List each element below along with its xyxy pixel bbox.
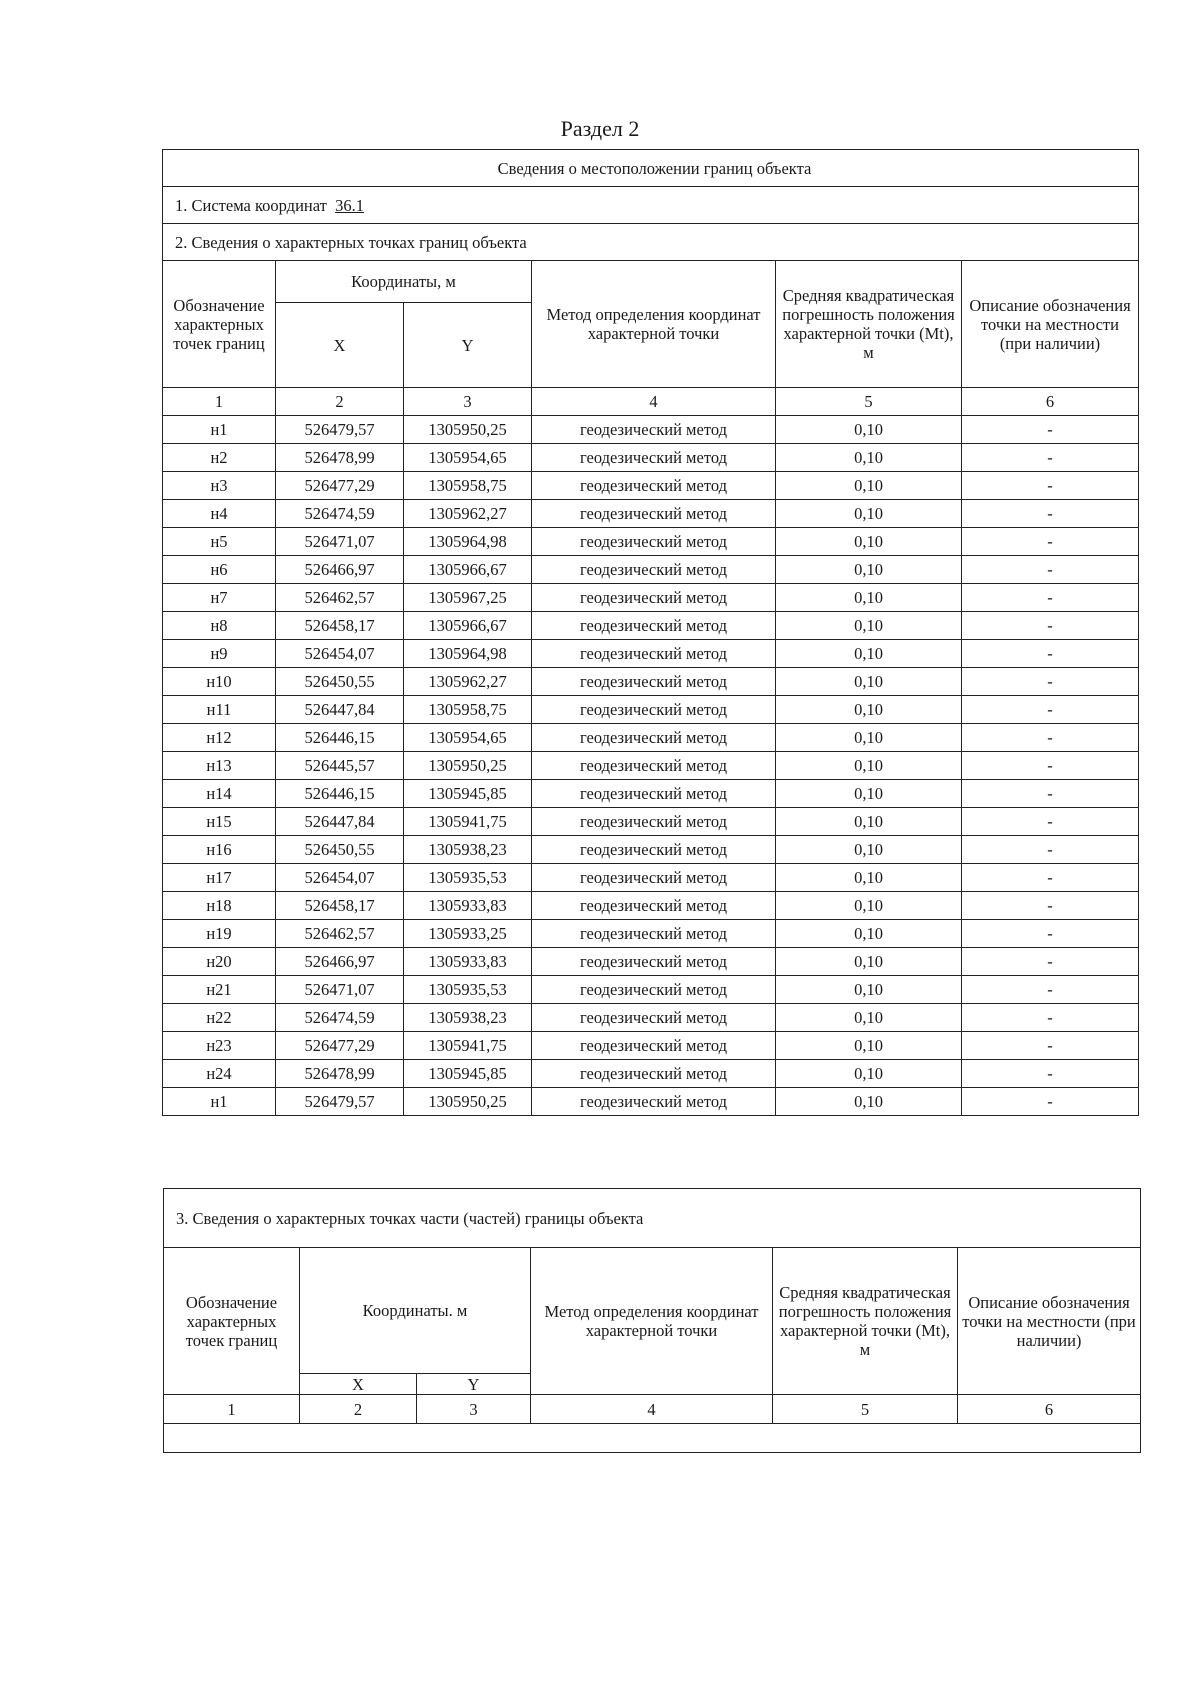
- coord-x: 526446,15: [276, 780, 404, 808]
- coord-system-value: 36.1: [335, 195, 364, 215]
- method: геодезический метод: [532, 584, 776, 612]
- point-designation: н5: [163, 528, 276, 556]
- description: -: [962, 948, 1139, 976]
- coord-y: 1305950,25: [404, 1088, 532, 1116]
- coord-y: 1305935,53: [404, 976, 532, 1004]
- method: геодезический метод: [532, 472, 776, 500]
- header-error: Средняя квадратическая погрешность положения характерной точки (Mt), м: [776, 261, 962, 388]
- header-x: X: [276, 303, 404, 388]
- table-row: [163, 528, 1139, 556]
- header-designation: Обозначение характерных точек границ: [164, 1248, 300, 1395]
- point-designation: н9: [163, 640, 276, 668]
- coord-x: 526479,57: [276, 1088, 404, 1116]
- point-designation: н16: [163, 836, 276, 864]
- col-number: 3: [404, 388, 532, 416]
- point-designation: н23: [163, 1032, 276, 1060]
- description: -: [962, 836, 1139, 864]
- point-designation: н10: [163, 668, 276, 696]
- header-method: Метод определения координат характерной точки: [531, 1248, 773, 1395]
- coord-x: 526458,17: [276, 612, 404, 640]
- coord-y: 1305962,27: [404, 668, 532, 696]
- empty-row: [164, 1424, 1141, 1453]
- coord-x: 526478,99: [276, 1060, 404, 1088]
- mt-error: 0,10: [776, 1004, 962, 1032]
- coord-x: 526447,84: [276, 696, 404, 724]
- method: геодезический метод: [532, 668, 776, 696]
- mt-error: 0,10: [776, 556, 962, 584]
- method: геодезический метод: [532, 696, 776, 724]
- coord-x: 526446,15: [276, 724, 404, 752]
- col-number: 3: [417, 1395, 531, 1424]
- mt-error: 0,10: [776, 1032, 962, 1060]
- table-row: [163, 640, 1139, 668]
- mt-error: 0,10: [776, 780, 962, 808]
- point-designation: н15: [163, 808, 276, 836]
- coord-system-label: 1. Система координат: [175, 195, 327, 215]
- point-designation: н1: [163, 1088, 276, 1116]
- method: геодезический метод: [532, 612, 776, 640]
- description: -: [962, 892, 1139, 920]
- coord-y: 1305945,85: [404, 1060, 532, 1088]
- coord-y: 1305964,98: [404, 528, 532, 556]
- table-row: [163, 836, 1139, 864]
- description: -: [962, 976, 1139, 1004]
- coord-y: 1305950,25: [404, 416, 532, 444]
- method: геодезический метод: [532, 1032, 776, 1060]
- coord-x: 526466,97: [276, 948, 404, 976]
- point-designation: н2: [163, 444, 276, 472]
- point-designation: н22: [163, 1004, 276, 1032]
- mt-error: 0,10: [776, 808, 962, 836]
- coord-x: 526462,57: [276, 584, 404, 612]
- method: геодезический метод: [532, 892, 776, 920]
- method: геодезический метод: [532, 780, 776, 808]
- coord-y: 1305950,25: [404, 752, 532, 780]
- method: геодезический метод: [532, 500, 776, 528]
- mt-error: 0,10: [776, 976, 962, 1004]
- mt-error: 0,10: [776, 892, 962, 920]
- description: -: [962, 752, 1139, 780]
- mt-error: 0,10: [776, 836, 962, 864]
- col-number: 4: [532, 388, 776, 416]
- col-number: 6: [962, 388, 1139, 416]
- table-caption: Сведения о местоположении границ объекта: [163, 150, 1139, 187]
- coord-x: 526477,29: [276, 1032, 404, 1060]
- point-designation: н11: [163, 696, 276, 724]
- header-y: Y: [417, 1374, 531, 1395]
- coord-system-row: [163, 187, 1139, 224]
- part-points-heading: 3. Сведения о характерных точках части (частей) границы объекта: [164, 1189, 1141, 1248]
- mt-error: 0,10: [776, 528, 962, 556]
- coord-x: 526458,17: [276, 892, 404, 920]
- table-row: [163, 724, 1139, 752]
- coord-y: 1305958,75: [404, 472, 532, 500]
- coord-x: 526454,07: [276, 640, 404, 668]
- table-row: [163, 556, 1139, 584]
- point-designation: н17: [163, 864, 276, 892]
- description: -: [962, 1032, 1139, 1060]
- description: -: [962, 1004, 1139, 1032]
- coord-x: 526478,99: [276, 444, 404, 472]
- part-boundary-points-table: [163, 1188, 1141, 1453]
- description: -: [962, 668, 1139, 696]
- coord-y: 1305935,53: [404, 864, 532, 892]
- col-number: 1: [163, 388, 276, 416]
- header-method: Метод определения координат характерной точки: [532, 261, 776, 388]
- coord-y: 1305938,23: [404, 836, 532, 864]
- point-designation: н24: [163, 1060, 276, 1088]
- mt-error: 0,10: [776, 640, 962, 668]
- description: -: [962, 640, 1139, 668]
- table-row: [163, 696, 1139, 724]
- coord-y: 1305954,65: [404, 444, 532, 472]
- table-row: [163, 472, 1139, 500]
- description: -: [962, 556, 1139, 584]
- coord-x: 526479,57: [276, 416, 404, 444]
- method: геодезический метод: [532, 1004, 776, 1032]
- method: геодезический метод: [532, 416, 776, 444]
- point-designation: н7: [163, 584, 276, 612]
- point-designation: н8: [163, 612, 276, 640]
- mt-error: 0,10: [776, 1088, 962, 1116]
- point-designation: н19: [163, 920, 276, 948]
- boundary-points-table: [162, 149, 1139, 1116]
- coord-x: 526471,07: [276, 976, 404, 1004]
- header-designation: Обозначение характерных точек границ: [163, 261, 276, 388]
- table-row: [163, 864, 1139, 892]
- header-y: Y: [404, 303, 532, 388]
- table-row: [163, 892, 1139, 920]
- method: геодезический метод: [532, 1088, 776, 1116]
- method: геодезический метод: [532, 444, 776, 472]
- coord-y: 1305966,67: [404, 612, 532, 640]
- description: -: [962, 500, 1139, 528]
- description: -: [962, 612, 1139, 640]
- coord-y: 1305954,65: [404, 724, 532, 752]
- point-designation: н20: [163, 948, 276, 976]
- table-row: [163, 668, 1139, 696]
- description: -: [962, 1088, 1139, 1116]
- method: геодезический метод: [532, 920, 776, 948]
- points-body: [163, 416, 1139, 1116]
- section-title: Раздел 2: [560, 116, 640, 141]
- method: геодезический метод: [532, 808, 776, 836]
- method: геодезический метод: [532, 752, 776, 780]
- col-number: 1: [164, 1395, 300, 1424]
- mt-error: 0,10: [776, 584, 962, 612]
- table-row: [163, 752, 1139, 780]
- point-designation: н6: [163, 556, 276, 584]
- table-row: [163, 780, 1139, 808]
- header-description: Описание обозначения точки на местности (при наличии): [962, 261, 1139, 388]
- table-row: [163, 976, 1139, 1004]
- mt-error: 0,10: [776, 948, 962, 976]
- description: -: [962, 416, 1139, 444]
- method: геодезический метод: [532, 864, 776, 892]
- mt-error: 0,10: [776, 444, 962, 472]
- col-number: 5: [776, 388, 962, 416]
- coord-x: 526474,59: [276, 500, 404, 528]
- table-row: [163, 444, 1139, 472]
- coord-x: 526462,57: [276, 920, 404, 948]
- method: геодезический метод: [532, 948, 776, 976]
- table-row: [163, 920, 1139, 948]
- description: -: [962, 528, 1139, 556]
- mt-error: 0,10: [776, 416, 962, 444]
- col-number: 2: [276, 388, 404, 416]
- header-coords: Координаты, м: [276, 261, 532, 303]
- point-designation: н1: [163, 416, 276, 444]
- method: геодезический метод: [532, 836, 776, 864]
- coord-x: 526447,84: [276, 808, 404, 836]
- description: -: [962, 584, 1139, 612]
- col-number: 4: [531, 1395, 773, 1424]
- method: геодезический метод: [532, 640, 776, 668]
- mt-error: 0,10: [776, 612, 962, 640]
- mt-error: 0,10: [776, 920, 962, 948]
- coord-y: 1305964,98: [404, 640, 532, 668]
- mt-error: 0,10: [776, 864, 962, 892]
- column-numbers-row: [163, 388, 1139, 416]
- coord-y: 1305933,83: [404, 948, 532, 976]
- coord-y: 1305967,25: [404, 584, 532, 612]
- table-row: [163, 1060, 1139, 1088]
- coord-y: 1305933,83: [404, 892, 532, 920]
- point-designation: н18: [163, 892, 276, 920]
- header-coords: Координаты. м: [300, 1248, 531, 1374]
- description: -: [962, 864, 1139, 892]
- point-designation: н3: [163, 472, 276, 500]
- coord-y: 1305933,25: [404, 920, 532, 948]
- point-designation: н12: [163, 724, 276, 752]
- coord-x: 526471,07: [276, 528, 404, 556]
- method: геодезический метод: [532, 556, 776, 584]
- col-number: 2: [300, 1395, 417, 1424]
- table-row: [163, 1032, 1139, 1060]
- method: геодезический метод: [532, 1060, 776, 1088]
- point-designation: н4: [163, 500, 276, 528]
- table-row: [163, 948, 1139, 976]
- points-heading: 2. Сведения о характерных точках границ объекта: [163, 224, 1139, 261]
- description: -: [962, 696, 1139, 724]
- coord-x: 526450,55: [276, 668, 404, 696]
- table-row: [163, 1088, 1139, 1116]
- coord-x: 526477,29: [276, 472, 404, 500]
- description: -: [962, 444, 1139, 472]
- coord-x: 526454,07: [276, 864, 404, 892]
- coord-y: 1305966,67: [404, 556, 532, 584]
- coord-y: 1305941,75: [404, 1032, 532, 1060]
- table-row: [163, 416, 1139, 444]
- method: геодезический метод: [532, 528, 776, 556]
- coord-x: 526474,59: [276, 1004, 404, 1032]
- mt-error: 0,10: [776, 668, 962, 696]
- description: -: [962, 780, 1139, 808]
- header-error: Средняя квадратическая погрешность положения характерной точки (Mt), м: [773, 1248, 958, 1395]
- table-row: [163, 808, 1139, 836]
- coord-x: 526445,57: [276, 752, 404, 780]
- coord-y: 1305962,27: [404, 500, 532, 528]
- mt-error: 0,10: [776, 500, 962, 528]
- column-numbers-row: [164, 1395, 1141, 1424]
- point-designation: н13: [163, 752, 276, 780]
- coord-y: 1305941,75: [404, 808, 532, 836]
- mt-error: 0,10: [776, 696, 962, 724]
- coord-x: 526466,97: [276, 556, 404, 584]
- description: -: [962, 808, 1139, 836]
- description: -: [962, 472, 1139, 500]
- col-number: 6: [958, 1395, 1141, 1424]
- table-row: [163, 500, 1139, 528]
- col-number: 5: [773, 1395, 958, 1424]
- table-row: [163, 1004, 1139, 1032]
- coord-x: 526450,55: [276, 836, 404, 864]
- description: -: [962, 724, 1139, 752]
- method: геодезический метод: [532, 976, 776, 1004]
- header-description: Описание обозначения точки на местности (при наличии): [958, 1248, 1141, 1395]
- coord-y: 1305938,23: [404, 1004, 532, 1032]
- mt-error: 0,10: [776, 752, 962, 780]
- empty-cell: [164, 1424, 1141, 1453]
- table-row: [163, 584, 1139, 612]
- description: -: [962, 1060, 1139, 1088]
- mt-error: 0,10: [776, 724, 962, 752]
- description: -: [962, 920, 1139, 948]
- point-designation: н21: [163, 976, 276, 1004]
- method: геодезический метод: [532, 724, 776, 752]
- coord-y: 1305958,75: [404, 696, 532, 724]
- header-x: X: [300, 1374, 417, 1395]
- mt-error: 0,10: [776, 472, 962, 500]
- table-row: [163, 612, 1139, 640]
- point-designation: н14: [163, 780, 276, 808]
- mt-error: 0,10: [776, 1060, 962, 1088]
- coord-y: 1305945,85: [404, 780, 532, 808]
